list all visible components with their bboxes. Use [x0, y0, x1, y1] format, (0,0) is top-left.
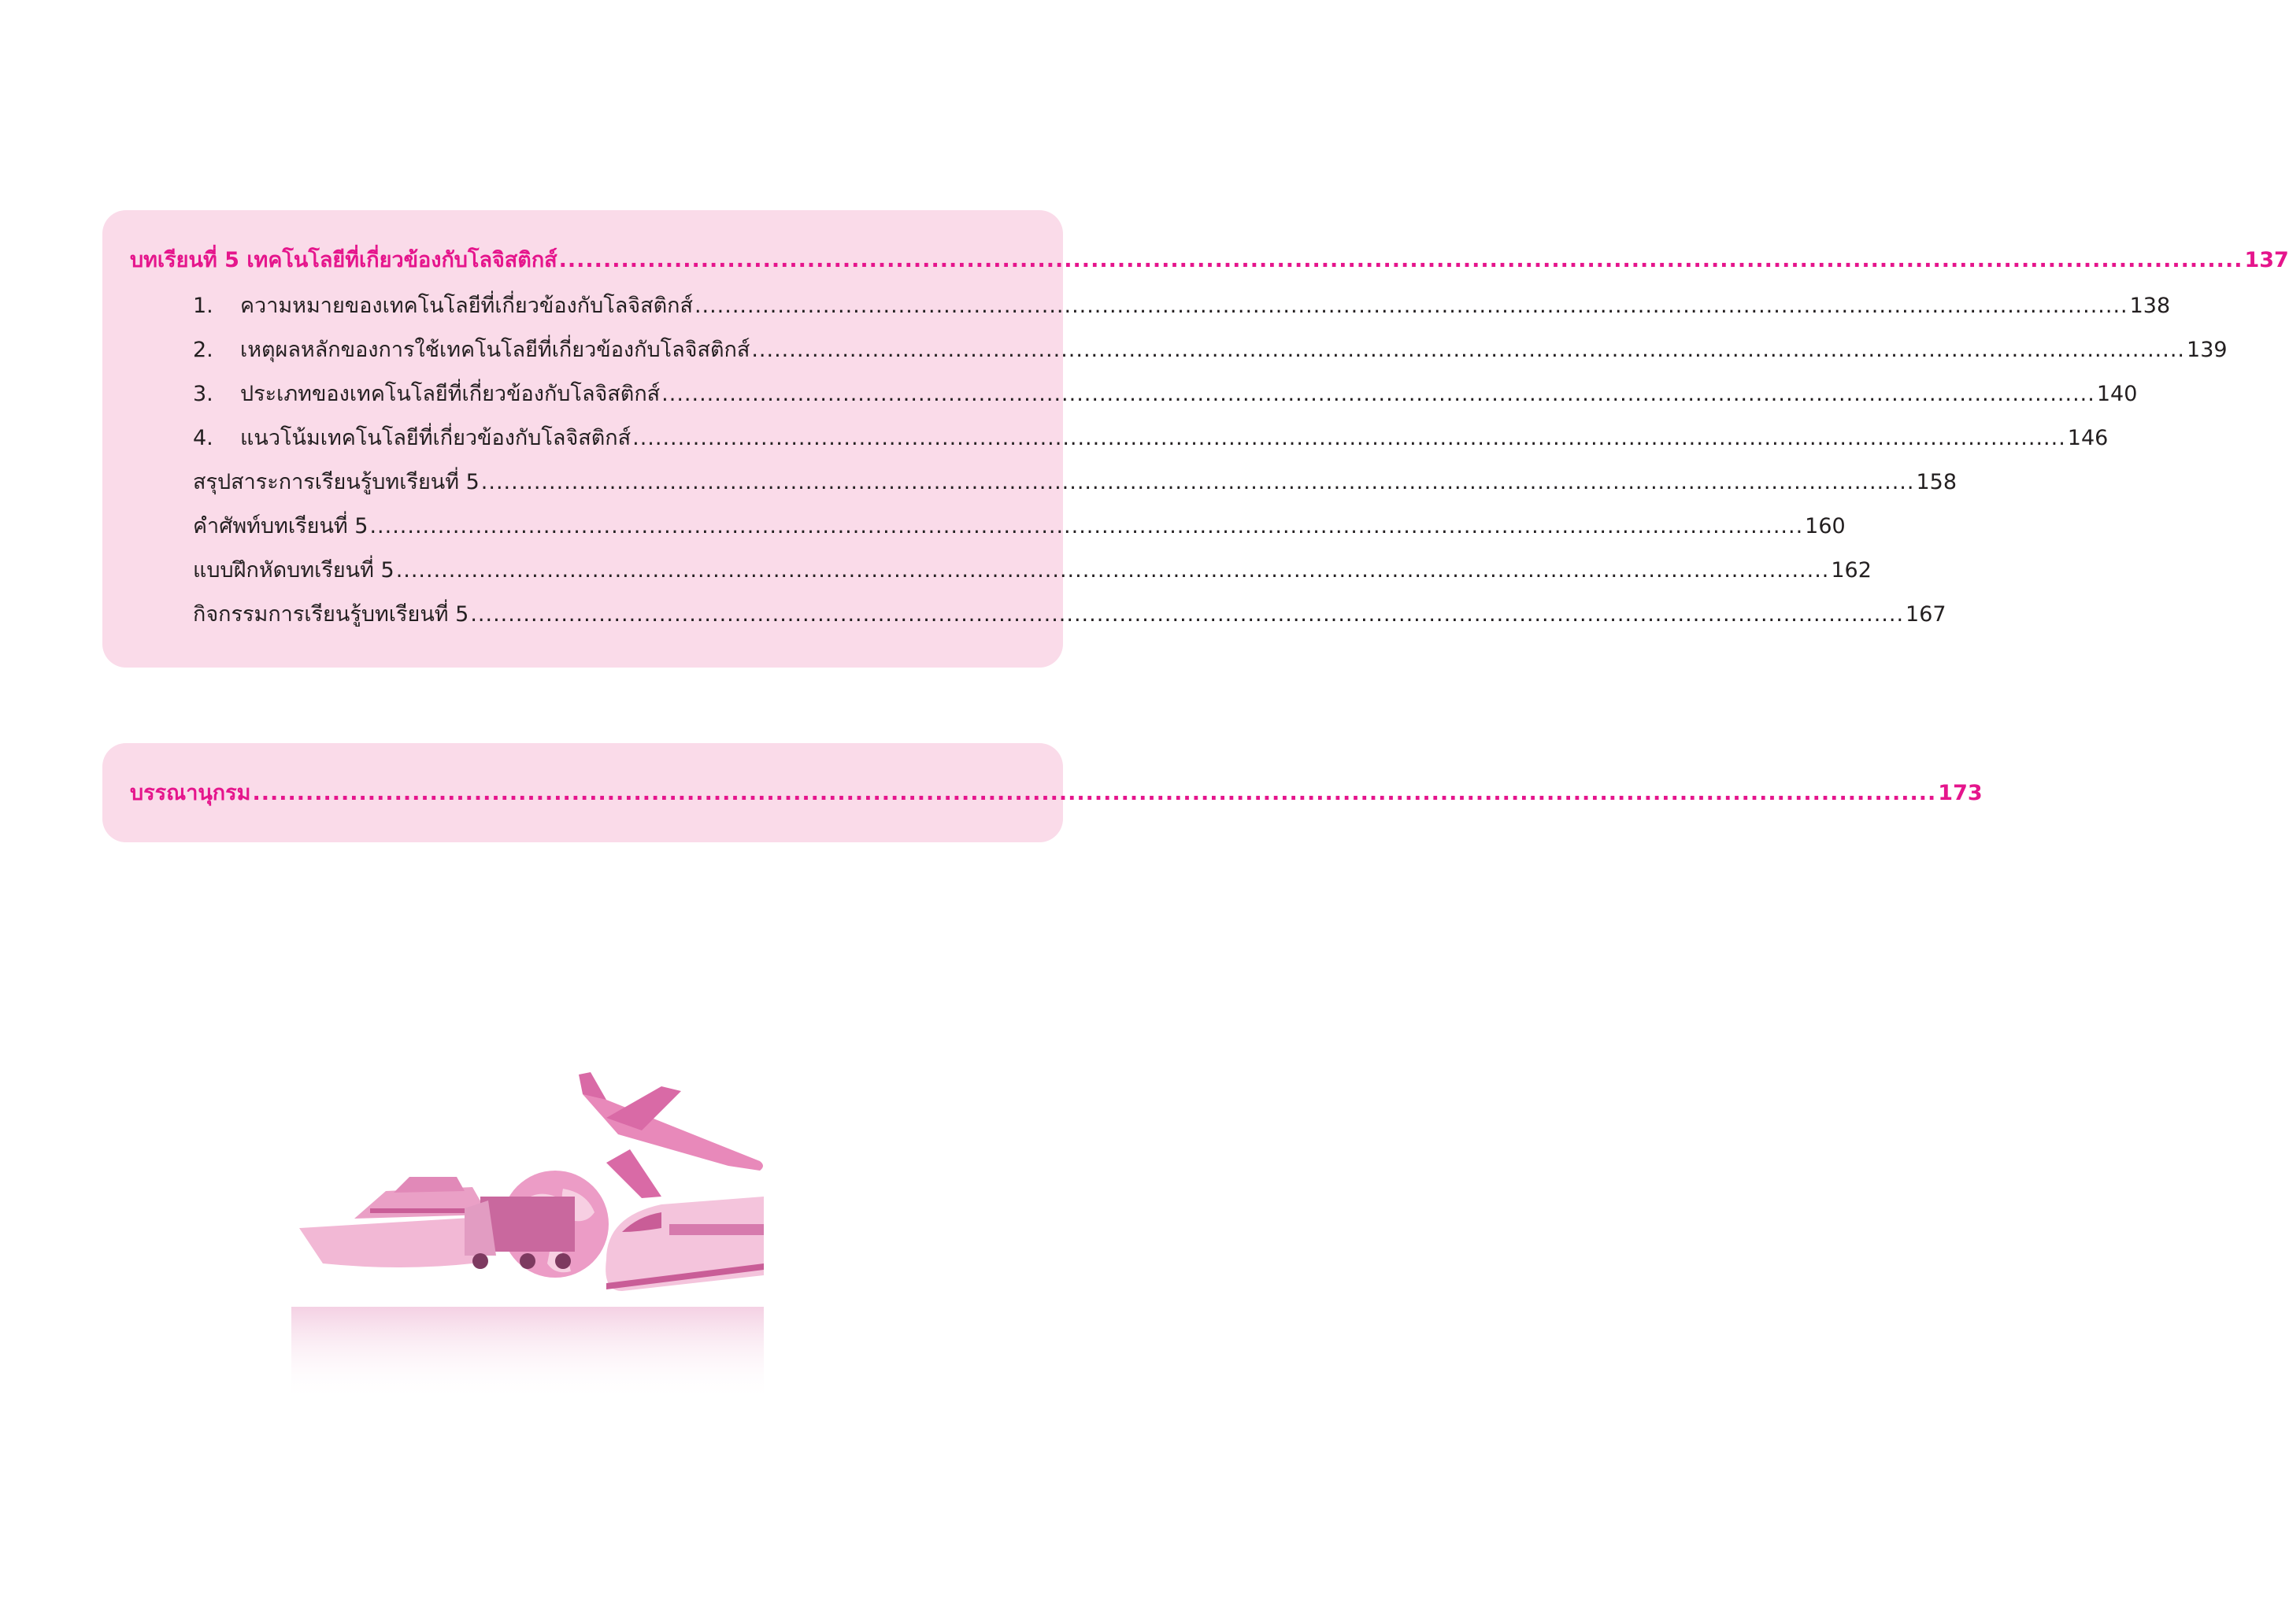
entry-page: 160: [1805, 514, 1846, 538]
leader-dots: ..............................................................................................................................................................................................: [632, 426, 2066, 450]
entry-label: กิจกรรมการเรียนรู้บทเรียนที่ 5: [193, 602, 469, 627]
entry-number: 2.: [193, 338, 213, 362]
chapter-5-title: บทเรียนที่ 5 เทคโนโลยีที่เกี่ยวข้องกับโลจิสติกส์: [130, 248, 557, 272]
entry-label: คำศัพท์บทเรียนที่ 5: [193, 514, 369, 538]
leader-dots: ..............................................................................................................................................................................................: [470, 602, 1905, 627]
entry-page: 139: [2187, 338, 2228, 362]
entry-label: แบบฝึกหัดบทเรียนที่ 5: [193, 558, 394, 583]
toc-entry-2[interactable]: [193, 332, 2228, 366]
entry-number: 4.: [193, 426, 213, 450]
leader-dots: ..............................................................................................................................................................................................: [694, 294, 2128, 318]
bibliography-page: 173: [1938, 781, 1983, 805]
entry-page: 158: [1916, 470, 1958, 494]
entry-page: 140: [2096, 382, 2138, 406]
entry-number: 3.: [193, 382, 213, 406]
chapter-5-heading[interactable]: [130, 242, 2289, 276]
floor-reflection: [291, 1307, 764, 1401]
chapter-5-page: 137: [2244, 248, 2289, 272]
bibliography-title: บรรณานุกรม: [130, 781, 251, 805]
entry-label: ความหมายของเทคโนโลยีที่เกี่ยวข้องกับโลจิสติกส์: [240, 294, 693, 318]
toc-entry-3[interactable]: [193, 376, 2138, 410]
entry-label: ประเภทของเทคโนโลยีที่เกี่ยวข้องกับโลจิสติกส์: [240, 382, 661, 406]
entry-page: 167: [1906, 602, 1946, 627]
entry-page: 146: [2067, 426, 2109, 450]
leader-dots: ..............................................................................................................................................................................................: [369, 514, 1804, 538]
airplane-icon: [579, 1072, 763, 1198]
entry-label: เหตุผลหลักของการใช้เทคโนโลยีที่เกี่ยวข้องกับโลจิสติกส์: [240, 338, 750, 362]
toc-entry-summary[interactable]: [193, 464, 1958, 498]
entry-label: สรุปสาระการเรียนรู้บทเรียนที่ 5: [193, 470, 480, 494]
leader-dots: ..............................................................................................................................................................................................: [252, 781, 1937, 805]
entry-page: 138: [2129, 294, 2171, 318]
leader-dots: ..............................................................................................................................................................................................: [751, 338, 2186, 362]
logistics-transport-illustration: [291, 1071, 764, 1401]
toc-entry-1[interactable]: [193, 288, 2171, 322]
entry-number: 1.: [193, 294, 213, 318]
entry-page: 162: [1831, 558, 1872, 583]
toc-entry-activities[interactable]: [193, 597, 1946, 631]
leader-dots: ..............................................................................................................................................................................................: [395, 558, 1830, 583]
leader-dots: ..............................................................................................................................................................................................: [661, 382, 2095, 406]
toc-entry-exercises[interactable]: [193, 553, 1872, 586]
toc-entry-glossary[interactable]: [193, 509, 1846, 542]
train-icon: [606, 1197, 764, 1291]
toc-entry-4[interactable]: [193, 420, 2109, 454]
leader-dots: ..............................................................................................................................................................................................: [480, 470, 1915, 494]
entry-label: แนวโน้มเทคโนโลยีที่เกี่ยวข้องกับโลจิสติกส์: [240, 426, 632, 450]
bibliography-heading[interactable]: [130, 775, 1983, 809]
leader-dots: ..............................................................................................................................................................................................: [558, 248, 2243, 272]
